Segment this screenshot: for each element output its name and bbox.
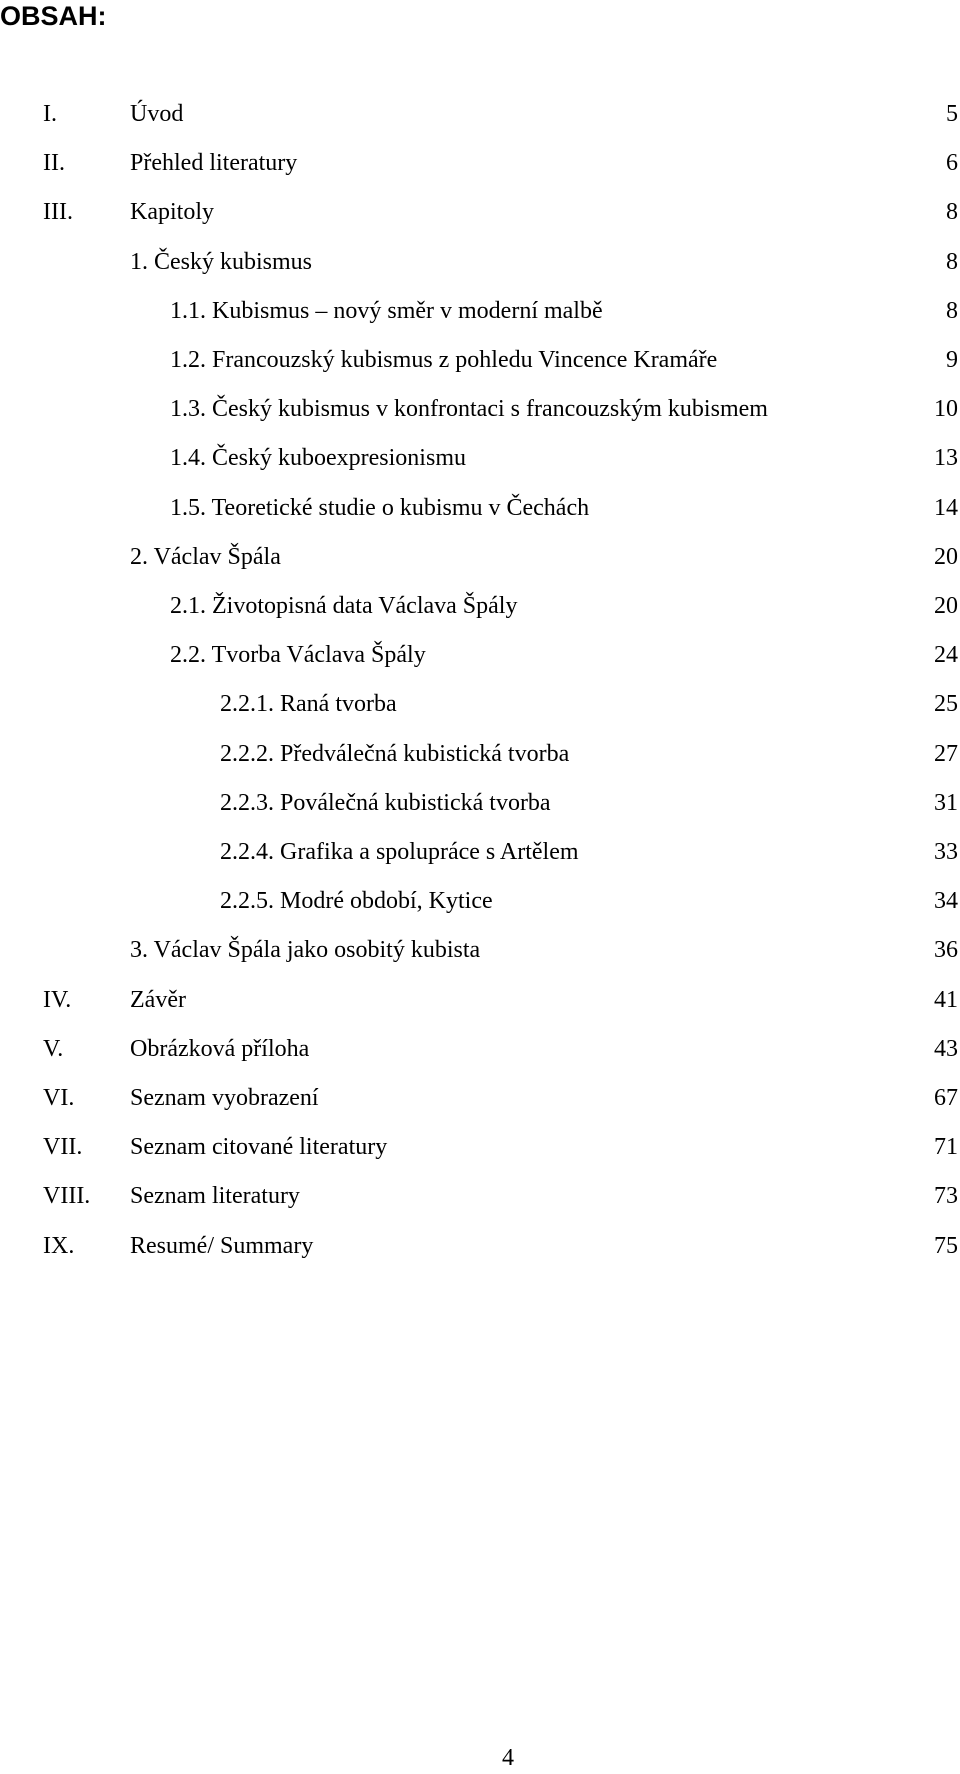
toc-entry-label: 1.5. Teoretické studie o kubismu v Čechách <box>170 494 590 521</box>
toc-entry-label: Přehled literatury <box>130 150 298 177</box>
toc-entry <box>0 1082 960 1114</box>
toc-entry-label: 2.2.1. Raná tvorba <box>220 691 397 718</box>
toc-entry <box>0 639 960 671</box>
toc-entry-label: Úvod <box>130 101 184 127</box>
toc-entry-label: 2.2. Tvorba Václava Špály <box>170 642 426 669</box>
toc-entry-page: 73 <box>934 1183 958 1210</box>
toc-entry-label: Seznam literatury <box>130 1183 300 1210</box>
toc-entry-label: 1.3. Český kubismus v konfrontaci s francouzským kubismem <box>170 396 768 423</box>
toc-entry-page: 27 <box>934 740 958 767</box>
toc-entry-page: 13 <box>934 445 958 472</box>
toc-entry <box>0 442 960 474</box>
toc-entry <box>0 885 960 917</box>
toc-entry-label: 1. Český kubismus <box>130 248 313 275</box>
toc-entry-page: 25 <box>934 691 958 718</box>
toc-entry <box>0 1131 960 1163</box>
toc-entry-label: 2.2.2. Předválečná kubistická tvorba <box>220 740 570 767</box>
toc-entry <box>0 1033 960 1065</box>
toc-entry-number: V. <box>43 1035 64 1062</box>
page-title: OBSAH: <box>0 1 107 31</box>
toc-entry-number: VII. <box>43 1134 83 1161</box>
toc-entry <box>0 688 960 720</box>
toc-entry-number: IX. <box>43 1232 75 1259</box>
toc-entry <box>0 1230 960 1262</box>
toc-entry-number: III. <box>43 199 73 226</box>
toc-entry-label: 2. Václav Špála <box>130 543 281 570</box>
toc-entry-page: 6 <box>946 150 958 177</box>
toc-entry-label: Závěr <box>130 986 186 1013</box>
toc-entry-number: IV. <box>43 986 72 1013</box>
toc-entry-page: 31 <box>934 789 958 816</box>
toc-entry-label: 2.1. Životopisná data Václava Špály <box>170 593 518 619</box>
toc-entry-label: 1.4. Český kuboexpresionismu <box>170 445 466 472</box>
toc-entry-page: 5 <box>946 101 958 127</box>
toc-entry-page: 43 <box>934 1035 958 1062</box>
toc-entry <box>0 196 960 228</box>
toc-entry-number: VI. <box>43 1085 75 1111</box>
toc-entry <box>0 984 960 1016</box>
toc-entry <box>0 295 960 327</box>
toc-entry-page: 33 <box>934 839 958 865</box>
toc-entry-number: VIII. <box>43 1183 91 1210</box>
toc-entry-label: 2.2.5. Modré období, Kytice <box>220 888 493 915</box>
toc-entry <box>0 492 960 524</box>
toc-entry-number: I. <box>43 101 57 127</box>
toc-entry-label: 1.2. Francouzský kubismus z pohledu Vincence Kramáře <box>170 347 718 373</box>
toc-entry-page: 8 <box>946 297 958 324</box>
toc-entry-label: Seznam citované literatury <box>130 1134 388 1161</box>
toc-entry <box>0 836 960 868</box>
toc-entry-page: 9 <box>946 347 958 373</box>
toc-entry-page: 24 <box>934 642 958 669</box>
toc-entry-label: Resumé/ Summary <box>130 1232 314 1259</box>
toc-entry-page: 41 <box>934 986 958 1013</box>
toc-entry-page: 8 <box>946 199 958 226</box>
toc-entry <box>0 393 960 425</box>
toc-entry-page: 71 <box>934 1134 958 1161</box>
toc-entry <box>0 787 960 819</box>
toc-entry <box>0 246 960 278</box>
toc-entry <box>0 590 960 622</box>
toc-entry-page: 20 <box>934 543 958 570</box>
toc-entry-page: 67 <box>934 1085 958 1111</box>
toc-entry-label: Kapitoly <box>130 199 214 226</box>
toc-entry-number: II. <box>43 150 65 177</box>
toc-entry <box>0 1180 960 1212</box>
toc-entry-page: 75 <box>934 1232 958 1259</box>
toc-entry-label: 3. Václav Špála jako osobitý kubista <box>130 937 481 964</box>
toc-entry <box>0 738 960 770</box>
toc-entry-page: 36 <box>934 937 958 964</box>
toc-entry-label: 1.1. Kubismus – nový směr v moderní malbě <box>170 297 603 324</box>
toc-entry-page: 8 <box>946 248 958 275</box>
toc-entry <box>0 934 960 966</box>
toc-entry-page: 14 <box>934 494 958 521</box>
toc-entry <box>0 541 960 573</box>
toc-entry-page: 34 <box>934 888 958 915</box>
toc-entry <box>0 344 960 376</box>
toc-entry-page: 10 <box>934 396 958 423</box>
toc-entry-label: Seznam vyobrazení <box>130 1085 319 1111</box>
toc-entry-label: Obrázková příloha <box>130 1035 310 1062</box>
toc-entry <box>0 98 960 130</box>
toc-entry <box>0 147 960 179</box>
page-number: 4 <box>502 1745 514 1771</box>
toc-entry-label: 2.2.3. Poválečná kubistická tvorba <box>220 789 551 816</box>
toc-entry-label: 2.2.4. Grafika a spolupráce s Artělem <box>220 839 579 865</box>
toc-entry-page: 20 <box>934 593 958 619</box>
